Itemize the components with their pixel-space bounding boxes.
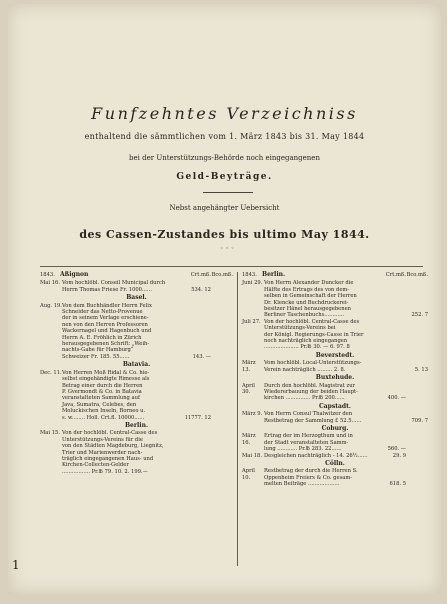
entry-line: ..................... Pr.℔ 30. — 6. 97. 8 [264, 344, 350, 351]
entry-text [62, 303, 181, 361]
amount-banco: 709. 7 [411, 417, 428, 424]
entry-date: Aug. 19. [40, 302, 62, 309]
entry-line: Verein nachträglich ......... 2. 8. [264, 366, 346, 373]
ledger-entry [40, 303, 233, 361]
entry-line: Durch den hochlöbl. Magistrat zur [264, 382, 356, 389]
amount-banco: 5. 13 [414, 366, 428, 373]
entry-line: der Stadt veranstalteten Samm- [264, 439, 349, 446]
entry-text [264, 360, 376, 373]
entry-line: s. w........ Holl. Crt.fl. 10000...... [62, 414, 145, 421]
entry-text [264, 411, 376, 424]
header-currency-2: Bco.mß. [211, 272, 233, 278]
entry-text [264, 468, 376, 487]
entry-line: Vom hochlöbl. Local-Unterstützungs- [264, 360, 362, 367]
amount-courant: 11777. 12 [184, 414, 211, 421]
ornament: ◦ ◦ ◦ [220, 245, 235, 252]
city-heading: Buxtehude. [315, 374, 355, 382]
subtitle-dates: enthaltend die sämmtlichen vom 1. März 1843 bis 31. May 1844 [84, 132, 365, 141]
ledger-entry [242, 319, 428, 351]
entry-text [62, 430, 181, 475]
city-heading: Coburg. [321, 424, 349, 432]
entry-date: April 10. [242, 468, 255, 481]
amount-courant: 560. — [387, 446, 406, 453]
entry-line: Kirchen-Collecten-Gelder [62, 462, 129, 469]
entry-line: veranstalteten Sammlung auf [62, 395, 140, 402]
amount-courant: 618. 5 [389, 481, 406, 488]
table-top-rule [40, 266, 423, 267]
entry-text [264, 453, 376, 459]
divider [203, 192, 253, 193]
entry-line: Herrn A. E. Fröhlich in Zürich [62, 334, 142, 341]
entry-line: Von der hochlöbl. Central-Casse des [264, 318, 360, 325]
entry-line: Unterstützungs-Vereins bei [264, 325, 336, 332]
ledger-entry [40, 370, 233, 421]
subtitle-contributions: Geld-Beyträge. [176, 172, 273, 182]
entry-line: ................. Pr.℔ 79. 10. 2. 199.— [62, 468, 148, 475]
entry-line: Oppenheim Freiers & Co. gesam- [264, 474, 352, 481]
subtitle-authority: bei der Unterstützungs-Behörde noch eingegangenen [129, 154, 320, 162]
entry-text [264, 280, 376, 318]
ledger-entry [242, 433, 428, 452]
entry-line: melten Beiträge ................... [264, 481, 340, 488]
subtitle-cash-status: des Cassen-Zustandes bis ultimo May 1844. [79, 228, 370, 241]
entry-date: März 9. [242, 411, 263, 418]
entry-line: Trier und Marienwerder nach- [62, 449, 143, 456]
ledger-entry [40, 430, 233, 475]
entry-line: Von Herren Moß Ridal & Co. hie- [62, 369, 150, 376]
entry-line: P. Gvermondt & Co. in Batavia [62, 388, 142, 395]
header-year: 1843. [242, 272, 257, 278]
city-heading: Beverstedt. [315, 351, 355, 359]
entry-line: nen von den Herren Professoren [62, 321, 148, 328]
entry-line: selbst eingehändigte Rimesse als [62, 376, 150, 383]
document-page [8, 4, 441, 594]
entry-line: Desgleichen nachträglich - 14. 26½...... [264, 452, 368, 459]
left-column [40, 272, 233, 475]
entry-line: von den Städten Magdeburg, Liegnitz, [62, 443, 164, 450]
ledger-entry [242, 468, 428, 487]
entry-line: Herrn Thomas Friese Fr. 1000...... [62, 286, 152, 293]
amount-courant: 400. — [387, 395, 406, 402]
city-heading: Capstadt. [319, 402, 351, 410]
column-divider [237, 272, 238, 566]
subtitle-appendix: Nebst angehängter Uebersicht [169, 204, 280, 212]
entry-text [264, 319, 376, 351]
entry-line: Wackernagel und Hagenbuch und [62, 328, 152, 335]
entry-date: Juli 27. [242, 318, 261, 325]
entry-line: noch nachträglich eingegangen [264, 338, 348, 345]
entry-line: träglich eingegangenen Haus- und [62, 455, 154, 462]
amount-courant: 143. — [192, 353, 211, 360]
entry-line: Schneider das Netto-Provenue [62, 309, 143, 316]
entry-text [264, 383, 376, 402]
entry-line: Betrag einer durch die Herren [62, 382, 143, 389]
entry-date: März 16. [242, 433, 256, 446]
entry-line: Von dem Buchhändler Herrn Felix [62, 302, 152, 309]
entry-date: Mai 16. [40, 280, 60, 287]
entry-line: Von Herrn Alexander Duncker die [264, 280, 354, 287]
ledger-entry [242, 383, 428, 402]
entry-line: Restbetrag der Sammlung £ 52.5...... [264, 417, 362, 424]
ledger-entry [242, 360, 428, 373]
entry-date: April 30. [242, 382, 255, 395]
entry-text [62, 370, 181, 421]
ledger-entry [242, 411, 428, 424]
entry-line: kirchen ............... Pr.℔ 200...... [264, 395, 345, 402]
header-currency-1: Crt.mß. [385, 272, 406, 278]
entry-line: Von Herrn Consul Thalwitzer den [264, 411, 353, 418]
entry-line: der Königl. Regierungs-Casse in Trier [264, 331, 364, 338]
amount-courant: 534. 12 [191, 286, 211, 293]
entry-line: besitzer Hänel herausgegebenen [264, 306, 351, 313]
entry-line: Hälfte des Ertrags des von dem- [264, 286, 350, 293]
right-entries [242, 280, 428, 487]
city-heading: Berlin. [124, 421, 149, 429]
entry-line: Berliner Taschenbuchs............ [264, 312, 345, 319]
printer-mark: 1 [12, 558, 20, 572]
header-currency-2: Bco.mß. [406, 272, 428, 278]
header-city: Aßignon [60, 271, 89, 278]
entry-date: Juni 29. [242, 280, 263, 287]
bleed-through-text [38, 10, 421, 60]
page-title: Funfzehntes Verzeichniss [91, 104, 358, 123]
header-currency-1: Crt.mß. [190, 272, 211, 278]
entry-line: nachts-Gabe für Hamburg“ [62, 347, 134, 354]
entry-text [62, 280, 181, 293]
entry-date: Mai 18. [242, 452, 262, 459]
entry-text [264, 433, 376, 452]
ledger-entry [40, 280, 233, 293]
right-column-header [242, 272, 428, 278]
entry-line: Moluckischen Inseln, Borneo u. [62, 408, 146, 415]
header-year: 1843. [40, 272, 55, 278]
city-heading: Batavia. [122, 361, 151, 369]
entry-line: der in seinem Verlage erschiene- [62, 315, 149, 322]
ledger-entry [242, 280, 428, 318]
entry-line: Java, Sumatra, Celebes, den [62, 401, 137, 408]
ledger-entry [242, 453, 428, 459]
entry-line: Von der hochlöbl. Central-Casse des [62, 430, 158, 437]
entry-line: Schweizer Fr. 185. 55...... [62, 353, 130, 360]
header-city: Berlin. [262, 271, 286, 278]
entry-line: Ertrag der im Herzogthum und in [264, 433, 353, 440]
entry-date: März 13. [242, 360, 256, 373]
entry-line: lung ............ Pr.℔ 283. 22...... [264, 446, 342, 453]
entry-line: Wiedererbauung der beiden Haupt- [264, 388, 358, 395]
left-entries [40, 280, 233, 475]
city-heading: Cölln. [325, 459, 345, 467]
left-column-header [40, 272, 233, 278]
entry-line: selben in Gemeinschaft der Herren [264, 293, 357, 300]
city-heading: Basel. [126, 294, 147, 302]
right-column [242, 272, 428, 488]
entry-date: Mai 15. [40, 430, 60, 437]
entry-line: herausgegebenen Schrift: „Weih- [62, 341, 150, 348]
entry-date: Dec. 11. [40, 369, 62, 376]
amount-banco: 252. 7 [411, 312, 428, 319]
entry-line: Unterstützungs-Vereins für die [62, 436, 143, 443]
entry-line: Restbetrag der durch die Herren S. [264, 468, 358, 475]
entry-line: Dr. Klencke und Buchdruckerei- [264, 299, 349, 306]
entry-line: Vom hochlöbl. Conseil Municipal durch [62, 280, 166, 287]
amount-courant: 29. 9 [392, 452, 406, 459]
